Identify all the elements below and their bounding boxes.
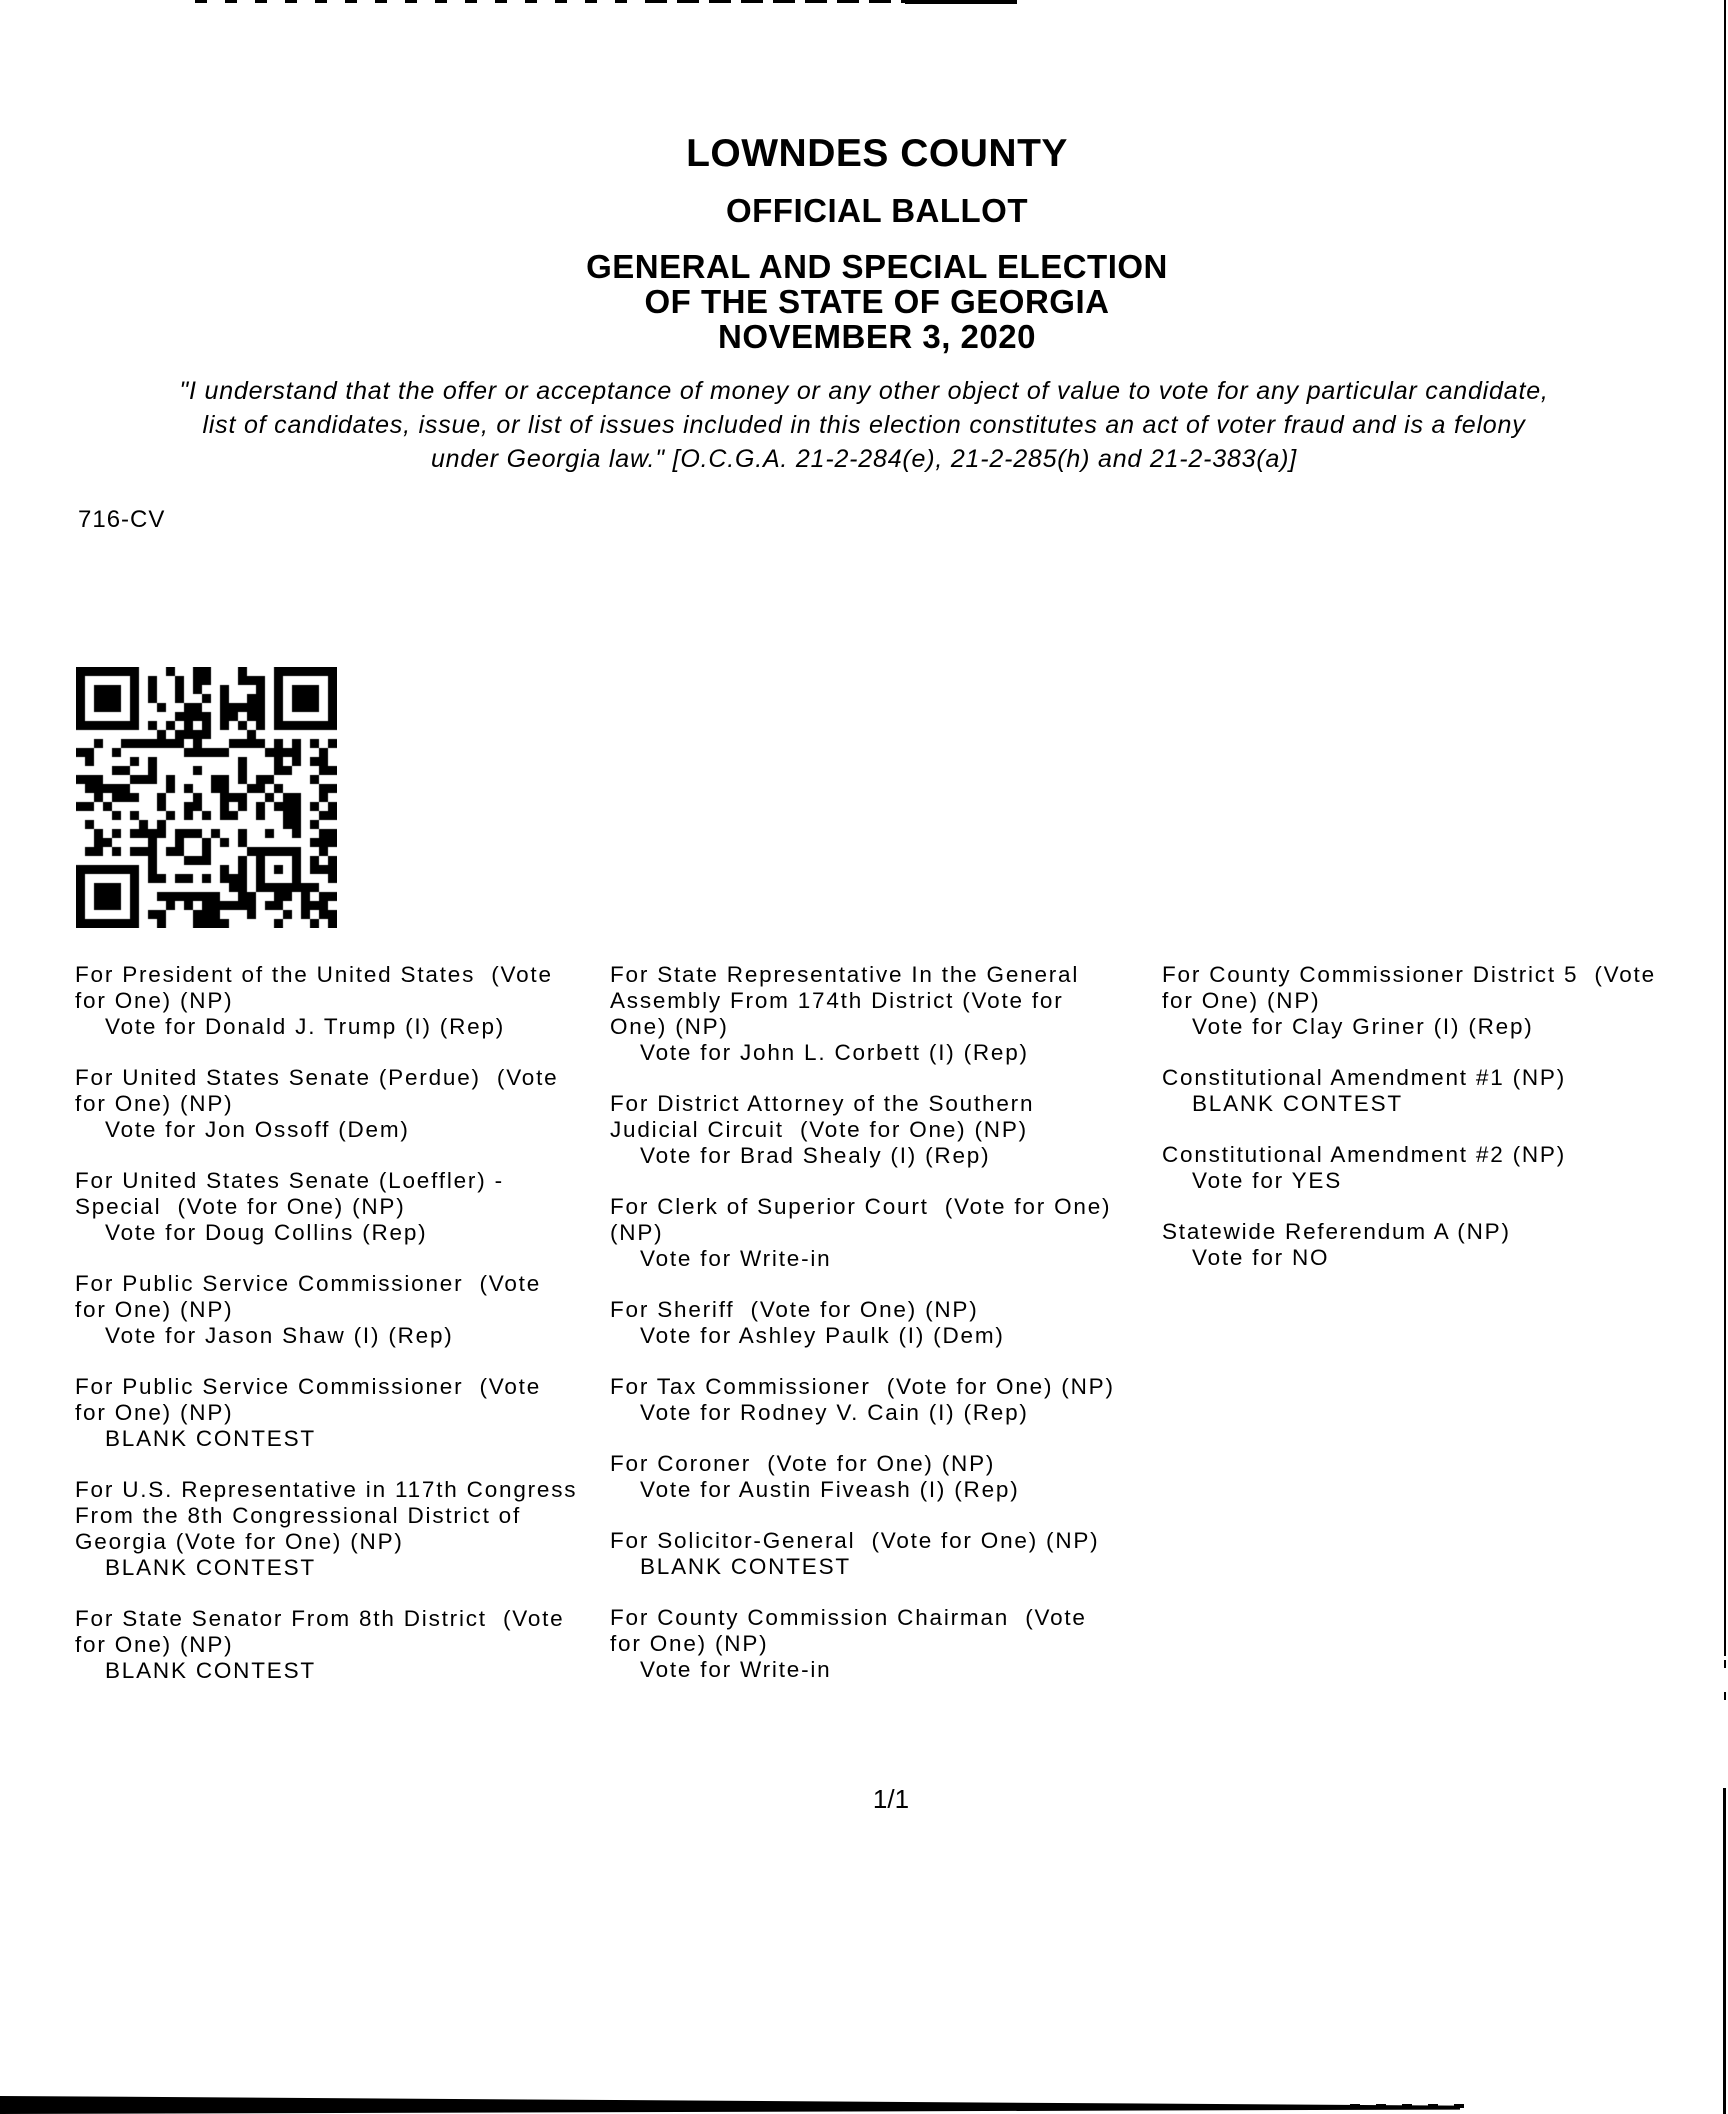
contest xyxy=(610,1091,1115,1169)
contest xyxy=(1162,1142,1656,1194)
contest-selection: Vote for Jason Shaw (I) (Rep) xyxy=(105,1323,454,1348)
disclaimer-line: "I understand that the offer or acceptance of money or any other object of value to vote for any particular candidate, xyxy=(179,377,1549,405)
ballot-style-code: 716-CV xyxy=(78,506,166,533)
contest xyxy=(610,1605,1115,1683)
scan-artifact-bottom-dashes xyxy=(1350,2104,1480,2108)
contest-title: For State Representative In the General Assembly From 174th District (Vote for One) (NP) xyxy=(610,962,1080,1039)
contest-title: For United States Senate (Loeffler) - Special (Vote for One) (NP) xyxy=(75,1168,504,1219)
contest-selection: BLANK CONTEST xyxy=(1192,1091,1403,1116)
contest-selection: Vote for Rodney V. Cain (I) (Rep) xyxy=(640,1400,1029,1425)
disclaimer-line: list of candidates, issue, or list of issues included in this election constitutes an act of voter fraud and is a felony xyxy=(202,411,1526,439)
contest xyxy=(610,1194,1115,1272)
contest-selection: Vote for YES xyxy=(1192,1168,1343,1193)
ballot-title: OFFICIAL BALLOT xyxy=(725,192,1029,229)
contest-selection: Vote for Doug Collins (Rep) xyxy=(105,1220,428,1245)
election-title-line1: GENERAL AND SPECIAL ELECTION xyxy=(586,248,1168,285)
contest-title: For County Commissioner District 5 (Vote for One) (NP) xyxy=(1162,962,1656,1013)
contest-selection: BLANK CONTEST xyxy=(105,1658,316,1683)
voter-fraud-disclaimer xyxy=(40,374,1688,476)
contest xyxy=(610,962,1115,1066)
contest xyxy=(1162,962,1656,1040)
contest-title: For Coroner (Vote for One) (NP) xyxy=(610,1451,996,1476)
contest-title: For Solicitor-General (Vote for One) (NP) xyxy=(610,1528,1100,1553)
contest-title: For President of the United States (Vote for One) (NP) xyxy=(75,962,553,1013)
contest-title: For Tax Commissioner (Vote for One) (NP) xyxy=(610,1374,1115,1399)
page-number: 1/1 xyxy=(872,1784,910,1814)
county-title: LOWNDES COUNTY xyxy=(686,132,1068,175)
disclaimer-line: under Georgia law." [O.C.G.A. 21-2-284(e), 21-2-285(h) and 21-2-383(a)] xyxy=(430,445,1298,473)
contest xyxy=(1162,1219,1656,1271)
contest xyxy=(75,1271,577,1349)
contest xyxy=(75,1374,577,1452)
contest xyxy=(75,1065,577,1143)
contest-selection: BLANK CONTEST xyxy=(640,1554,851,1579)
contest-title: Constitutional Amendment #2 (NP) xyxy=(1162,1142,1567,1167)
contest-selection: Vote for Brad Shealy (I) (Rep) xyxy=(640,1143,991,1168)
contest-title: For U.S. Representative in 117th Congress From the 8th Congressional District of Georgia (Vote for One) (NP) xyxy=(75,1477,578,1554)
contest xyxy=(75,1477,577,1581)
contest-selection: BLANK CONTEST xyxy=(105,1426,316,1451)
contest-title: Statewide Referendum A (NP) xyxy=(1162,1219,1511,1244)
contest xyxy=(610,1528,1115,1580)
qr-code-icon xyxy=(76,667,337,928)
contest-selection: Vote for NO xyxy=(1192,1245,1330,1270)
ballot-column-3 xyxy=(1162,962,1656,1296)
contest-title: For Public Service Commissioner (Vote for One) (NP) xyxy=(75,1374,542,1425)
contest xyxy=(75,1606,577,1684)
contest xyxy=(610,1297,1115,1349)
contest-selection: Vote for Donald J. Trump (I) (Rep) xyxy=(105,1014,506,1039)
election-title-line2: OF THE STATE OF GEORGIA xyxy=(644,283,1110,320)
scan-artifact-top-dashes-2 xyxy=(645,0,907,3)
scan-artifact-right-edge-dash xyxy=(1724,1660,1726,1668)
contest-selection: Vote for Clay Griner (I) (Rep) xyxy=(1192,1014,1534,1039)
contest-selection: Vote for Ashley Paulk (I) (Dem) xyxy=(640,1323,1005,1348)
ballot-column-1 xyxy=(75,962,577,1709)
contest xyxy=(75,962,577,1040)
ballot-column-2 xyxy=(610,962,1115,1708)
contest-title: For County Commission Chairman (Vote for One) (NP) xyxy=(610,1605,1087,1656)
contest xyxy=(610,1451,1115,1503)
contest-title: For United States Senate (Perdue) (Vote for One) (NP) xyxy=(75,1065,559,1116)
scan-artifact-top-bar xyxy=(905,0,1017,4)
contest-title: For State Senator From 8th District (Vote for One) (NP) xyxy=(75,1606,565,1657)
contest-title: For District Attorney of the Southern Judicial Circuit (Vote for One) (NP) xyxy=(610,1091,1035,1142)
election-date: NOVEMBER 3, 2020 xyxy=(718,318,1036,355)
contest-selection: Vote for Write-in xyxy=(640,1246,832,1271)
contest-selection: Vote for Jon Ossoff (Dem) xyxy=(105,1117,410,1142)
contest-title: For Sheriff (Vote for One) (NP) xyxy=(610,1297,979,1322)
scan-artifact-right-edge-line xyxy=(1723,1788,1726,2114)
contest-selection: Vote for John L. Corbett (I) (Rep) xyxy=(640,1040,1029,1065)
contest-title: For Clerk of Superior Court (Vote for One) (NP) xyxy=(610,1194,1112,1245)
contest-title: For Public Service Commissioner (Vote for One) (NP) xyxy=(75,1271,542,1322)
contest-selection: Vote for Austin Fiveash (I) (Rep) xyxy=(640,1477,1020,1502)
contest xyxy=(75,1168,577,1246)
scan-artifact-right-edge-dash xyxy=(1724,1692,1726,1700)
contest-selection: Vote for Write-in xyxy=(640,1657,832,1682)
contest xyxy=(610,1374,1115,1426)
contest-selection: BLANK CONTEST xyxy=(105,1555,316,1580)
contest-title: Constitutional Amendment #1 (NP) xyxy=(1162,1065,1567,1090)
scan-artifact-bottom-bar xyxy=(0,2092,1460,2114)
contest xyxy=(1162,1065,1656,1117)
scan-artifact-top-dashes-1 xyxy=(195,0,645,3)
